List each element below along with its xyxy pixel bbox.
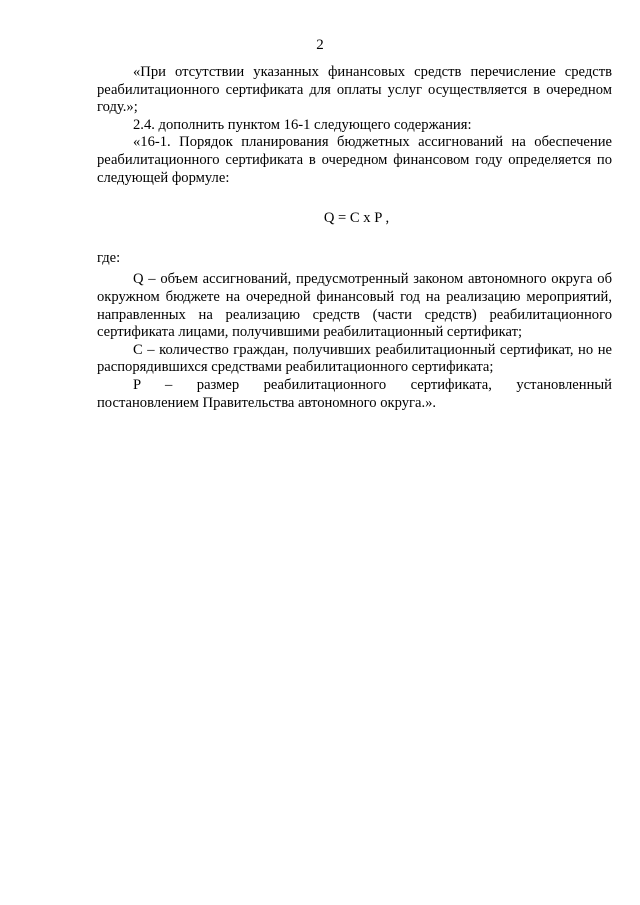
definition-q: Q – объем ассигнований, предусмотренный законом автономного округа об окружном бюджете на очередной финансовый год на реализацию мероприятий, направленных на реализацию средств (части средств) реабилитационного сертификата лицами, получившими реабилитационный сертификат; — [97, 271, 612, 341]
paragraph-amendment-2-4: 2.4. дополнить пунктом 16-1 следующего содержания: — [133, 116, 472, 133]
where-label: где: — [97, 249, 121, 266]
document-body — [97, 64, 612, 412]
paragraph-clause-16-1: «16-1. Порядок планирования бюджетных ассигнований на обеспечение реабилитационного сертификата в очередном финансовом году определяется по следующей формуле: — [97, 134, 612, 186]
formula: Q = C x P , — [323, 210, 390, 227]
page-number: 2 — [316, 37, 324, 53]
definition-c: С – количество граждан, получивших реабилитационный сертификат, но не распорядившихся средствами реабилитационного сертификата; — [97, 341, 612, 376]
definition-p: P – размер реабилитационного сертификата, установленный постановлением Правительства автономного округа.». — [97, 376, 612, 411]
paragraph-funding-absence: «При отсутствии указанных финансовых средств перечисление средств реабилитационного сертификата для оплаты услуг осуществляется в очередном году.»; — [97, 64, 612, 116]
